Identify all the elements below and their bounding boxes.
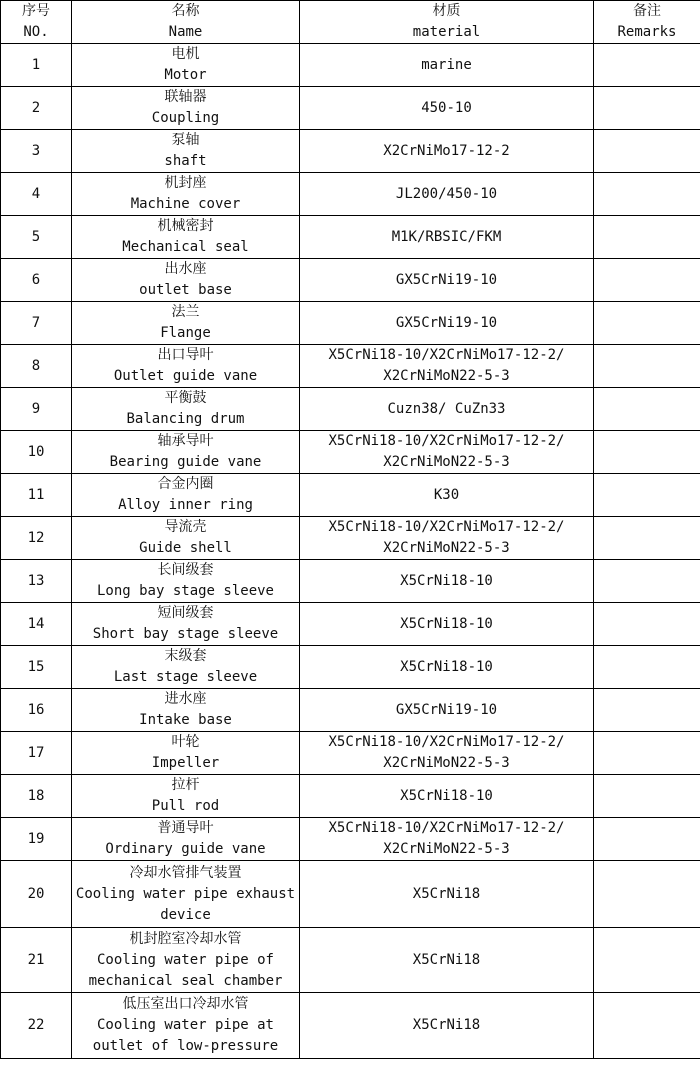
table-row	[1, 431, 700, 474]
row-name-cn: 平衡鼓	[164, 390, 207, 406]
row-name	[72, 259, 300, 302]
row-material-line: X5CrNi18-10/X2CrNiMo17-12-2/	[328, 820, 565, 836]
row-material-line: X5CrNi18-10/X2CrNiMo17-12-2/	[328, 347, 565, 363]
row-material	[300, 818, 594, 861]
row-remarks	[594, 431, 700, 474]
row-name-cn: 普通导叶	[157, 820, 214, 836]
row-name	[72, 302, 300, 345]
row-name-en: Machine cover	[130, 196, 241, 212]
header-remarks-en: Remarks	[617, 24, 677, 40]
header-name-cn: 名称	[171, 3, 200, 19]
row-name-cn: 进水座	[164, 691, 207, 707]
row-no: 6	[1, 259, 72, 302]
row-material-line: X2CrNiMoN22-5-3	[383, 454, 510, 470]
row-material	[300, 861, 594, 928]
row-remarks	[594, 560, 700, 603]
header-remarks-cn: 备注	[633, 3, 661, 19]
table-row	[1, 560, 700, 603]
row-name-en: Coupling	[151, 110, 220, 126]
table-row	[1, 928, 700, 993]
row-name	[72, 861, 300, 928]
row-name	[72, 517, 300, 560]
row-no: 2	[1, 87, 72, 130]
row-remarks	[594, 302, 700, 345]
header-material-cn: 材质	[432, 3, 461, 19]
row-no: 17	[1, 732, 72, 775]
row-remarks	[594, 928, 700, 993]
row-remarks	[594, 775, 700, 818]
row-remarks	[594, 173, 700, 216]
row-name	[72, 560, 300, 603]
row-name-en: Mechanical seal	[122, 239, 249, 255]
row-name-en: outlet base	[139, 282, 232, 298]
row-name-cn: 导流壳	[164, 519, 207, 535]
table-row	[1, 173, 700, 216]
row-name-cn: 轴承导叶	[157, 433, 214, 449]
row-material-line: Cuzn38/ CuZn33	[387, 400, 506, 417]
row-material	[300, 87, 594, 130]
row-name-cn: 末级套	[164, 648, 207, 664]
row-name-en: outlet of low-pressure	[92, 1038, 279, 1054]
table-row	[1, 689, 700, 732]
row-material-line: X2CrNiMoN22-5-3	[383, 841, 510, 857]
row-name	[72, 431, 300, 474]
row-material-line: X5CrNi18-10	[400, 572, 493, 589]
table-row	[1, 302, 700, 345]
row-name-en: Cooling water pipe exhaust	[75, 885, 296, 902]
header-no-en: NO.	[23, 24, 49, 40]
row-remarks	[594, 689, 700, 732]
row-material-line: X2CrNiMoN22-5-3	[383, 368, 510, 384]
row-name-cn: 低压室出口冷却水管	[122, 996, 249, 1012]
row-name	[72, 646, 300, 689]
row-material-line: 450-10	[421, 99, 472, 116]
row-name	[72, 130, 300, 173]
row-no: 13	[1, 560, 72, 603]
row-remarks	[594, 44, 700, 87]
row-material	[300, 993, 594, 1059]
row-name-en: Guide shell	[139, 540, 232, 556]
row-no: 11	[1, 474, 72, 517]
row-material-line: M1K/RBSIC/FKM	[391, 228, 502, 245]
row-name	[72, 993, 300, 1059]
header-material-en: material	[412, 24, 481, 40]
row-material	[300, 388, 594, 431]
table-row	[1, 517, 700, 560]
row-name	[72, 173, 300, 216]
table-row	[1, 603, 700, 646]
row-remarks	[594, 818, 700, 861]
row-material	[300, 173, 594, 216]
row-no: 5	[1, 216, 72, 259]
row-name-en: Cooling water pipe of	[96, 951, 274, 968]
row-material	[300, 775, 594, 818]
row-name	[72, 388, 300, 431]
row-material	[300, 928, 594, 993]
row-no: 21	[1, 928, 72, 993]
row-material	[300, 302, 594, 345]
row-name-cn: 出口导叶	[157, 347, 214, 363]
row-remarks	[594, 474, 700, 517]
row-material-line: X5CrNi18-10/X2CrNiMo17-12-2/	[328, 734, 565, 750]
row-name-en: Motor	[164, 67, 207, 83]
row-material-line: GX5CrNi19-10	[395, 701, 498, 718]
row-remarks	[594, 603, 700, 646]
header-name	[72, 1, 300, 44]
row-name-en: Intake base	[139, 712, 232, 728]
table-row	[1, 130, 700, 173]
row-material	[300, 560, 594, 603]
row-no: 10	[1, 431, 72, 474]
row-name-cn: 机械密封	[157, 218, 214, 234]
row-name-en: Alloy inner ring	[118, 497, 253, 513]
row-material	[300, 216, 594, 259]
row-no: 20	[1, 861, 72, 928]
row-name-cn: 机封座	[164, 175, 207, 191]
row-name-en: Pull rod	[151, 798, 220, 814]
row-name	[72, 216, 300, 259]
row-name-cn: 联轴器	[164, 89, 207, 105]
table-row	[1, 993, 700, 1059]
row-remarks	[594, 861, 700, 928]
table-row	[1, 216, 700, 259]
row-material	[300, 345, 594, 388]
row-name	[72, 775, 300, 818]
row-name-cn: 冷却水管排气装置	[129, 864, 242, 881]
table-row	[1, 861, 700, 928]
row-material	[300, 431, 594, 474]
row-material-line: X5CrNi18-10	[400, 787, 493, 804]
row-name-en: Long bay stage sleeve	[96, 583, 274, 599]
header-material	[300, 1, 594, 44]
row-name-en: Ordinary guide vane	[105, 841, 266, 857]
table-row	[1, 732, 700, 775]
row-material-line: JL200/450-10	[395, 185, 498, 202]
table-body	[1, 1, 700, 1059]
row-name-en: device	[160, 906, 211, 923]
row-name-en: Cooling water pipe at	[96, 1017, 274, 1033]
row-material	[300, 689, 594, 732]
row-name-cn: 叶轮	[171, 734, 200, 750]
row-remarks	[594, 259, 700, 302]
header-name-en: Name	[168, 24, 203, 40]
row-remarks	[594, 87, 700, 130]
row-material-line: X5CrNi18	[412, 951, 481, 968]
row-name-cn: 电机	[171, 46, 200, 62]
row-no: 8	[1, 345, 72, 388]
row-name	[72, 818, 300, 861]
row-material-line: X5CrNi18-10	[400, 658, 493, 675]
row-remarks	[594, 517, 700, 560]
table-row	[1, 818, 700, 861]
row-name	[72, 732, 300, 775]
table-row	[1, 259, 700, 302]
row-material-line: X5CrNi18	[412, 885, 481, 902]
row-remarks	[594, 388, 700, 431]
row-name-en: Flange	[160, 325, 211, 341]
row-material	[300, 130, 594, 173]
row-remarks	[594, 345, 700, 388]
row-material-line: GX5CrNi19-10	[395, 314, 498, 331]
row-material	[300, 646, 594, 689]
row-name	[72, 603, 300, 646]
row-name	[72, 87, 300, 130]
row-no: 19	[1, 818, 72, 861]
row-remarks	[594, 216, 700, 259]
table-row	[1, 388, 700, 431]
row-name-cn: 法兰	[171, 304, 200, 320]
row-no: 14	[1, 603, 72, 646]
row-name	[72, 345, 300, 388]
row-material-line: X5CrNi18	[412, 1017, 481, 1033]
row-name-cn: 短间级套	[157, 605, 214, 621]
row-material-line: X2CrNiMoN22-5-3	[383, 755, 510, 771]
table-row	[1, 474, 700, 517]
row-name-en: Outlet guide vane	[113, 368, 258, 384]
row-name-en: Short bay stage sleeve	[92, 626, 279, 642]
row-no: 4	[1, 173, 72, 216]
row-material-line: X5CrNi18-10/X2CrNiMo17-12-2/	[328, 433, 565, 449]
row-material-line: X5CrNi18-10/X2CrNiMo17-12-2/	[328, 519, 565, 535]
row-name-cn: 机封腔室冷却水管	[129, 930, 242, 947]
row-no: 7	[1, 302, 72, 345]
row-material	[300, 603, 594, 646]
row-no: 9	[1, 388, 72, 431]
row-no: 18	[1, 775, 72, 818]
row-name-en: Last stage sleeve	[113, 669, 258, 685]
header-remarks	[594, 1, 700, 44]
row-name-en: Impeller	[151, 755, 220, 771]
row-name-cn: 长间级套	[157, 562, 214, 578]
row-name	[72, 928, 300, 993]
row-remarks	[594, 993, 700, 1059]
row-material	[300, 732, 594, 775]
header-no-cn: 序号	[22, 3, 50, 19]
table-row	[1, 775, 700, 818]
row-no: 12	[1, 517, 72, 560]
row-material-line: X2CrNiMoN22-5-3	[383, 540, 510, 556]
row-name	[72, 44, 300, 87]
row-material-line: GX5CrNi19-10	[395, 271, 498, 288]
table-row	[1, 345, 700, 388]
row-name-en: Balancing drum	[126, 411, 245, 427]
table-row	[1, 44, 700, 87]
row-name-en: mechanical seal chamber	[88, 972, 283, 989]
row-remarks	[594, 646, 700, 689]
row-material	[300, 259, 594, 302]
row-name-cn: 出水座	[164, 261, 207, 277]
row-material	[300, 44, 594, 87]
header-no	[1, 1, 72, 44]
row-remarks	[594, 732, 700, 775]
row-material-line: marine	[421, 56, 472, 73]
table-row	[1, 646, 700, 689]
table-row	[1, 87, 700, 130]
header-row	[1, 1, 700, 44]
row-no: 3	[1, 130, 72, 173]
row-no: 1	[1, 44, 72, 87]
row-name-en: shaft	[164, 153, 207, 169]
row-no: 15	[1, 646, 72, 689]
row-material	[300, 517, 594, 560]
row-material	[300, 474, 594, 517]
row-name-cn: 拉杆	[171, 777, 200, 793]
row-name-cn: 泵轴	[171, 132, 200, 148]
row-name	[72, 689, 300, 732]
row-material-line: X2CrNiMo17-12-2	[383, 142, 510, 159]
row-remarks	[594, 130, 700, 173]
row-material-line: X5CrNi18-10	[400, 615, 493, 632]
row-no: 16	[1, 689, 72, 732]
row-name-en: Bearing guide vane	[109, 454, 262, 470]
row-name	[72, 474, 300, 517]
row-material-line: K30	[433, 486, 460, 503]
row-name-cn: 合金内圈	[157, 476, 214, 492]
row-no: 22	[1, 993, 72, 1059]
